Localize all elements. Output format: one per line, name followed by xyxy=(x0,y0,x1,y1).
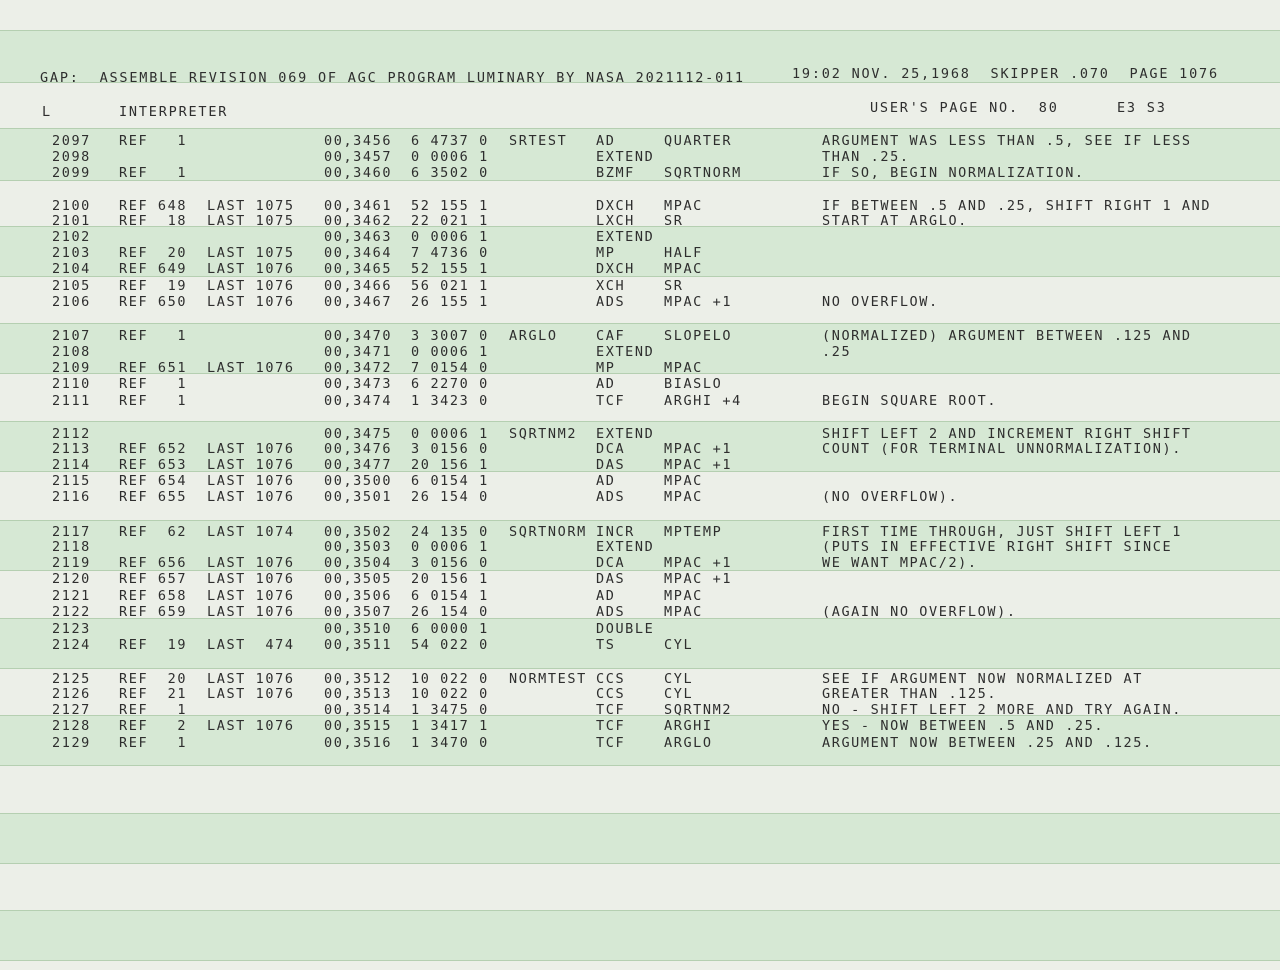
line-number: 2100 xyxy=(52,198,91,214)
address: 00,3464 xyxy=(324,245,393,261)
rule-line xyxy=(0,765,1280,766)
operand: MPAC +1 xyxy=(664,457,733,473)
operand: HALF xyxy=(664,245,703,261)
address: 00,3502 xyxy=(324,524,393,540)
opcode: DAS xyxy=(596,571,626,587)
paper-band xyxy=(0,910,1280,960)
last-field: LAST 1075 xyxy=(207,213,295,229)
last-field: LAST 1076 xyxy=(207,718,295,734)
octal-word: 54 022 0 xyxy=(411,637,489,653)
ref-field: REF 659 xyxy=(119,604,188,620)
comment: WE WANT MPAC/2). xyxy=(822,555,978,571)
ref-field: REF 21 xyxy=(119,686,188,702)
opcode: DXCH xyxy=(596,261,635,277)
opcode: ADS xyxy=(596,294,626,310)
octal-word: 26 155 1 xyxy=(411,294,489,310)
octal-word: 24 135 0 xyxy=(411,524,489,540)
operand: SLOPELO xyxy=(664,328,733,344)
last-field: LAST 474 xyxy=(207,637,295,653)
line-number: 2108 xyxy=(52,344,91,360)
octal-word: 1 3475 0 xyxy=(411,702,489,718)
last-field: LAST 1076 xyxy=(207,686,295,702)
operand: MPAC xyxy=(664,588,703,604)
ref-field: REF 1 xyxy=(119,735,188,751)
opcode: AD xyxy=(596,376,616,392)
comment: IF SO, BEGIN NORMALIZATION. xyxy=(822,165,1085,181)
assembly-title: GAP: ASSEMBLE REVISION 069 OF AGC PROGRAM LUMINARY BY NASA 2021112-011 xyxy=(40,70,745,86)
ref-field: REF 654 xyxy=(119,473,188,489)
opcode: EXTEND xyxy=(596,539,655,555)
rule-line xyxy=(0,276,1280,277)
address: 00,3477 xyxy=(324,457,393,473)
ref-field: REF 1 xyxy=(119,133,188,149)
operand: BIASLO xyxy=(664,376,723,392)
opcode: TCF xyxy=(596,735,626,751)
operand: CYL xyxy=(664,637,694,653)
address: 00,3474 xyxy=(324,393,393,409)
user-page-number: USER'S PAGE NO. 80 xyxy=(870,100,1059,116)
rule-line xyxy=(0,813,1280,814)
address: 00,3514 xyxy=(324,702,393,718)
operand: MPAC xyxy=(664,604,703,620)
rule-line xyxy=(0,30,1280,31)
section-name: INTERPRETER xyxy=(119,104,229,120)
operand: MPAC xyxy=(664,473,703,489)
address: 00,3475 xyxy=(324,426,393,442)
octal-word: 20 156 1 xyxy=(411,457,489,473)
address: 00,3462 xyxy=(324,213,393,229)
opcode: TCF xyxy=(596,702,626,718)
ref-field: REF 1 xyxy=(119,702,188,718)
octal-word: 10 022 0 xyxy=(411,671,489,687)
line-number: 2104 xyxy=(52,261,91,277)
rule-line xyxy=(0,323,1280,324)
address: 00,3456 xyxy=(324,133,393,149)
address: 00,3470 xyxy=(324,328,393,344)
comment: ARGUMENT WAS LESS THAN .5, SEE IF LESS xyxy=(822,133,1192,149)
octal-word: 1 3470 0 xyxy=(411,735,489,751)
last-field: LAST 1076 xyxy=(207,360,295,376)
octal-word: 52 155 1 xyxy=(411,261,489,277)
address: 00,3466 xyxy=(324,278,393,294)
ref-field: REF 2 xyxy=(119,718,188,734)
operand: SQRTNORM xyxy=(664,165,742,181)
line-number: 2103 xyxy=(52,245,91,261)
last-field: LAST 1074 xyxy=(207,524,295,540)
address: 00,3507 xyxy=(324,604,393,620)
address: 00,3465 xyxy=(324,261,393,277)
opcode: EXTEND xyxy=(596,229,655,245)
comment: SEE IF ARGUMENT NOW NORMALIZED AT xyxy=(822,671,1144,687)
line-number: 2117 xyxy=(52,524,91,540)
ref-field: REF 651 xyxy=(119,360,188,376)
address: 00,3472 xyxy=(324,360,393,376)
address: 00,3463 xyxy=(324,229,393,245)
opcode: TCF xyxy=(596,393,626,409)
last-field: LAST 1076 xyxy=(207,671,295,687)
octal-word: 52 155 1 xyxy=(411,198,489,214)
octal-word: 10 022 0 xyxy=(411,686,489,702)
line-number: 2121 xyxy=(52,588,91,604)
comment: THAN .25. xyxy=(822,149,910,165)
opcode: DOUBLE xyxy=(596,621,655,637)
comment: (PUTS IN EFFECTIVE RIGHT SHIFT SINCE xyxy=(822,539,1173,555)
octal-word: 6 0154 1 xyxy=(411,588,489,604)
ref-field: REF 19 xyxy=(119,637,188,653)
line-number: 2098 xyxy=(52,149,91,165)
ref-field: REF 20 xyxy=(119,671,188,687)
ref-field: REF 655 xyxy=(119,489,188,505)
address: 00,3505 xyxy=(324,571,393,587)
octal-word: 26 154 0 xyxy=(411,489,489,505)
line-number: 2115 xyxy=(52,473,91,489)
rule-line xyxy=(0,421,1280,422)
octal-word: 0 0006 1 xyxy=(411,344,489,360)
last-field: LAST 1076 xyxy=(207,473,295,489)
timestamp-page: 19:02 NOV. 25,1968 SKIPPER .070 PAGE 1076 xyxy=(792,66,1219,82)
line-number: 2114 xyxy=(52,457,91,473)
line-number: 2109 xyxy=(52,360,91,376)
operand: MPAC +1 xyxy=(664,555,733,571)
rule-line xyxy=(0,960,1280,961)
opcode: AD xyxy=(596,133,616,149)
ref-field: REF 652 xyxy=(119,441,188,457)
rule-line xyxy=(0,863,1280,864)
operand: SQRTNM2 xyxy=(664,702,733,718)
last-field: LAST 1076 xyxy=(207,261,295,277)
octal-word: 56 021 1 xyxy=(411,278,489,294)
line-number: 2106 xyxy=(52,294,91,310)
rule-line xyxy=(0,180,1280,181)
last-field: LAST 1075 xyxy=(207,245,295,261)
line-number: 2102 xyxy=(52,229,91,245)
line-number: 2097 xyxy=(52,133,91,149)
ref-field: REF 648 xyxy=(119,198,188,214)
comment: START AT ARGLO. xyxy=(822,213,968,229)
address: 00,3512 xyxy=(324,671,393,687)
address: 00,3476 xyxy=(324,441,393,457)
opcode: DXCH xyxy=(596,198,635,214)
operand: MPAC xyxy=(664,360,703,376)
octal-word: 3 0156 0 xyxy=(411,555,489,571)
comment: (AGAIN NO OVERFLOW). xyxy=(822,604,1017,620)
line-number: 2125 xyxy=(52,671,91,687)
operand: ARGHI +4 xyxy=(664,393,742,409)
octal-word: 6 2270 0 xyxy=(411,376,489,392)
symbol-label: ARGLO xyxy=(509,328,558,344)
rule-line xyxy=(0,618,1280,619)
ref-field: REF 649 xyxy=(119,261,188,277)
last-field: LAST 1076 xyxy=(207,604,295,620)
ref-field: REF 653 xyxy=(119,457,188,473)
address: 00,3461 xyxy=(324,198,393,214)
comment: ARGUMENT NOW BETWEEN .25 AND .125. xyxy=(822,735,1153,751)
opcode: INCR xyxy=(596,524,635,540)
opcode: AD xyxy=(596,473,616,489)
line-number: 2128 xyxy=(52,718,91,734)
address: 00,3516 xyxy=(324,735,393,751)
opcode: TCF xyxy=(596,718,626,734)
rule-line xyxy=(0,570,1280,571)
line-number: 2116 xyxy=(52,489,91,505)
line-number: 2119 xyxy=(52,555,91,571)
operand: MPAC xyxy=(664,198,703,214)
line-number: 2127 xyxy=(52,702,91,718)
last-field: LAST 1076 xyxy=(207,457,295,473)
operand: ARGHI xyxy=(664,718,713,734)
opcode: ADS xyxy=(596,489,626,505)
ref-field: REF 650 xyxy=(119,294,188,310)
ref-field: REF 656 xyxy=(119,555,188,571)
rule-line xyxy=(0,668,1280,669)
octal-word: 7 4736 0 xyxy=(411,245,489,261)
ref-field: REF 657 xyxy=(119,571,188,587)
comment: YES - NOW BETWEEN .5 AND .25. xyxy=(822,718,1105,734)
comment: FIRST TIME THROUGH, JUST SHIFT LEFT 1 xyxy=(822,524,1182,540)
operand: ARGLO xyxy=(664,735,713,751)
last-field: LAST 1076 xyxy=(207,489,295,505)
address: 00,3500 xyxy=(324,473,393,489)
last-field: LAST 1076 xyxy=(207,278,295,294)
opcode: CAF xyxy=(596,328,626,344)
last-field: LAST 1076 xyxy=(207,441,295,457)
octal-word: 6 0000 1 xyxy=(411,621,489,637)
line-number: 2112 xyxy=(52,426,91,442)
opcode: BZMF xyxy=(596,165,635,181)
operand: MPAC xyxy=(664,489,703,505)
address: 00,3510 xyxy=(324,621,393,637)
comment: (NORMALIZED) ARGUMENT BETWEEN .125 AND xyxy=(822,328,1192,344)
comment: COUNT (FOR TERMINAL UNNORMALIZATION). xyxy=(822,441,1182,457)
operand: MPTEMP xyxy=(664,524,723,540)
line-number: 2124 xyxy=(52,637,91,653)
operand: MPAC +1 xyxy=(664,571,733,587)
rule-line xyxy=(0,910,1280,911)
ref-field: REF 1 xyxy=(119,376,188,392)
operand: MPAC +1 xyxy=(664,441,733,457)
octal-word: 3 0156 0 xyxy=(411,441,489,457)
comment: NO - SHIFT LEFT 2 MORE AND TRY AGAIN. xyxy=(822,702,1182,718)
address: 00,3506 xyxy=(324,588,393,604)
opcode: LXCH xyxy=(596,213,635,229)
ref-field: REF 1 xyxy=(119,328,188,344)
ref-field: REF 1 xyxy=(119,165,188,181)
rule-line xyxy=(0,128,1280,129)
octal-word: 22 021 1 xyxy=(411,213,489,229)
opcode: MP xyxy=(596,245,616,261)
last-field: LAST 1076 xyxy=(207,555,295,571)
ref-field: REF 18 xyxy=(119,213,188,229)
opcode: TS xyxy=(596,637,616,653)
opcode: CCS xyxy=(596,686,626,702)
operand: MPAC xyxy=(664,261,703,277)
opcode: DCA xyxy=(596,441,626,457)
octal-word: 26 154 0 xyxy=(411,604,489,620)
rule-line xyxy=(0,373,1280,374)
rule-line xyxy=(0,520,1280,521)
octal-word: 1 3417 1 xyxy=(411,718,489,734)
last-field: LAST 1076 xyxy=(207,294,295,310)
operand: MPAC +1 xyxy=(664,294,733,310)
comment: GREATER THAN .125. xyxy=(822,686,998,702)
comment: IF BETWEEN .5 AND .25, SHIFT RIGHT 1 AND xyxy=(822,198,1212,214)
last-field: LAST 1076 xyxy=(207,588,295,604)
operand: SR xyxy=(664,213,684,229)
line-number: 2113 xyxy=(52,441,91,457)
last-field: LAST 1076 xyxy=(207,571,295,587)
line-number: 2101 xyxy=(52,213,91,229)
address: 00,3515 xyxy=(324,718,393,734)
address: 00,3511 xyxy=(324,637,393,653)
line-number: 2123 xyxy=(52,621,91,637)
opcode: ADS xyxy=(596,604,626,620)
address: 00,3473 xyxy=(324,376,393,392)
rule-line xyxy=(0,226,1280,227)
octal-word: 0 0006 1 xyxy=(411,539,489,555)
opcode: DAS xyxy=(596,457,626,473)
octal-word: 1 3423 0 xyxy=(411,393,489,409)
octal-word: 6 0154 1 xyxy=(411,473,489,489)
opcode: EXTEND xyxy=(596,426,655,442)
symbol-label: NORMTEST xyxy=(509,671,587,687)
address: 00,3501 xyxy=(324,489,393,505)
ref-field: REF 658 xyxy=(119,588,188,604)
line-number: 2111 xyxy=(52,393,91,409)
edition-code: E3 S3 xyxy=(1117,100,1167,116)
line-number: 2122 xyxy=(52,604,91,620)
line-number: 2129 xyxy=(52,735,91,751)
line-number: 2107 xyxy=(52,328,91,344)
last-field: LAST 1075 xyxy=(207,198,295,214)
address: 00,3513 xyxy=(324,686,393,702)
symbol-label: SQRTNM2 xyxy=(509,426,578,442)
line-number: 2120 xyxy=(52,571,91,587)
symbol-label: SQRTNORM xyxy=(509,524,587,540)
comment: .25 xyxy=(822,344,852,360)
line-number: 2118 xyxy=(52,539,91,555)
octal-word: 6 3502 0 xyxy=(411,165,489,181)
octal-word: 0 0006 1 xyxy=(411,426,489,442)
ref-field: REF 62 xyxy=(119,524,188,540)
rule-line xyxy=(0,471,1280,472)
address: 00,3467 xyxy=(324,294,393,310)
line-number: 2099 xyxy=(52,165,91,181)
ref-field: REF 1 xyxy=(119,393,188,409)
octal-word: 3 3007 0 xyxy=(411,328,489,344)
operand: CYL xyxy=(664,686,694,702)
opcode: AD xyxy=(596,588,616,604)
column-marker: L xyxy=(42,104,52,120)
comment: (NO OVERFLOW). xyxy=(822,489,959,505)
address: 00,3471 xyxy=(324,344,393,360)
line-number: 2105 xyxy=(52,278,91,294)
octal-word: 0 0006 1 xyxy=(411,229,489,245)
opcode: CCS xyxy=(596,671,626,687)
operand: SR xyxy=(664,278,684,294)
paper-band xyxy=(0,813,1280,863)
comment: NO OVERFLOW. xyxy=(822,294,939,310)
ref-field: REF 19 xyxy=(119,278,188,294)
address: 00,3460 xyxy=(324,165,393,181)
line-number: 2126 xyxy=(52,686,91,702)
operand: CYL xyxy=(664,671,694,687)
octal-word: 7 0154 0 xyxy=(411,360,489,376)
octal-word: 6 4737 0 xyxy=(411,133,489,149)
ref-field: REF 20 xyxy=(119,245,188,261)
line-number: 2110 xyxy=(52,376,91,392)
symbol-label: SRTEST xyxy=(509,133,568,149)
address: 00,3503 xyxy=(324,539,393,555)
opcode: DCA xyxy=(596,555,626,571)
operand: QUARTER xyxy=(664,133,733,149)
comment: SHIFT LEFT 2 AND INCREMENT RIGHT SHIFT xyxy=(822,426,1192,442)
opcode: EXTEND xyxy=(596,149,655,165)
octal-word: 0 0006 1 xyxy=(411,149,489,165)
comment: BEGIN SQUARE ROOT. xyxy=(822,393,998,409)
opcode: XCH xyxy=(596,278,626,294)
opcode: MP xyxy=(596,360,616,376)
opcode: EXTEND xyxy=(596,344,655,360)
address: 00,3457 xyxy=(324,149,393,165)
octal-word: 20 156 1 xyxy=(411,571,489,587)
address: 00,3504 xyxy=(324,555,393,571)
